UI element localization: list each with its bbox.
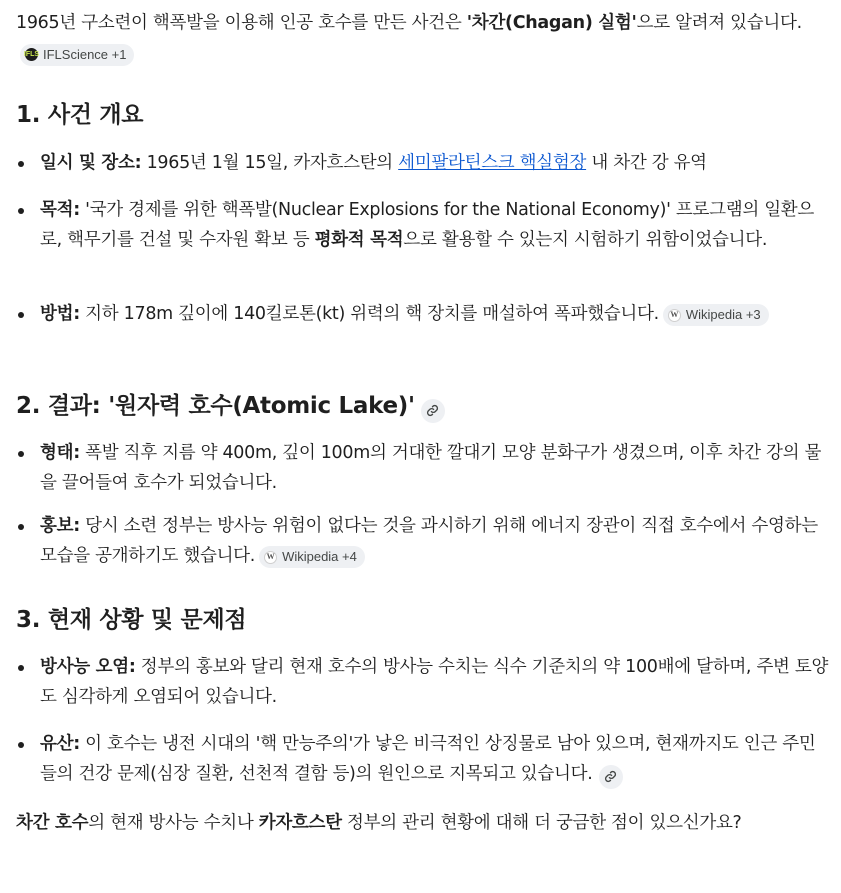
list-item [16,652,831,729]
list-item [16,511,831,571]
item-label: 홍보: [40,516,80,536]
source-chip-ifls[interactable] [20,44,134,66]
item-text: 폭발 직후 지름 약 400m, 깊이 100m의 거대한 깔대기 모양 분화구가 생겼으며, 이후 차간 강의 물을 끌어들여 호수가 되었습니다. [40,443,822,493]
item-label: 방사능 오염: [40,657,136,677]
result-list [16,438,831,571]
intro-text: 1965년 구소련이 핵폭발을 이용해 인공 호수를 만든 사건은 [16,13,467,33]
source-chip-label: Wikipedia +3 [685,307,761,322]
source-chip-wikipedia[interactable] [663,304,769,326]
outro-text-end: 정부의 관리 현황에 대해 더 궁금한 점이 있으신가요? [341,813,742,833]
list-item [16,729,831,789]
link-icon [604,770,617,783]
wikipedia-logo-icon: W [264,551,277,564]
intro-text-end: 으로 알려져 있습니다. [636,13,802,33]
section-heading-overview: 1. 사건 개요 [16,102,144,128]
outro-bold: 차간 호수 [16,813,89,833]
intro-paragraph [16,8,828,68]
source-chip-label: Wikipedia +4 [282,549,357,564]
list-item [16,148,831,195]
outro-text: 의 현재 방사능 수치나 [88,813,259,833]
item-label: 목적: [40,200,80,220]
source-chip-wikipedia[interactable] [259,546,365,568]
item-label: 일시 및 장소: [40,153,142,173]
item-text: 이 호수는 냉전 시대의 '핵 만능주의'가 낳은 비극적인 상징물로 남아 있으며, 현재까지도 인근 주민들의 건강 문제(심장 질환, 선천적 결함 등)의 원인으로 지목되고 있습니다. [40,734,816,784]
status-list [16,652,831,789]
heading-text: 2. 결과: '원자력 호수(Atomic Lake)' [16,393,415,419]
list-item [16,195,831,299]
item-text-end: 내 차간 강 유역 [586,153,707,173]
ifls-logo-icon: IFLS [25,48,38,61]
item-text-end: 으로 활용할 수 있는지 시험하기 위함이었습니다. [403,230,768,250]
item-bold: 평화적 목적 [314,230,404,250]
item-label: 방법: [40,304,80,324]
intro-bold: '차간(Chagan) 실험' [466,13,637,33]
wikipedia-logo-icon: W [668,309,681,322]
item-text: 당시 소련 정부는 방사능 위험이 없다는 것을 과시하기 위해 에너지 장관이 직접 호수에서 수영하는 모습을 공개하기도 했습니다. [40,516,818,566]
test-site-link[interactable]: 세미팔라틴스크 핵실험장 [398,153,587,173]
item-label: 유산: [40,734,80,754]
link-icon-button[interactable] [599,765,623,789]
item-text: 지하 178m 깊이에 140킬로톤(kt) 위력의 핵 장치를 매설하여 폭파했습니다. [79,304,659,324]
item-text: 1965년 1월 15일, 카자흐스탄의 [141,153,399,173]
item-label: 형태: [40,443,80,463]
list-item [16,299,831,329]
item-text: '국가 경제를 위한 핵폭발(Nuclear Explosions for the National Economy)' 프로그램의 일환으로, 핵무기를 건설 및 수자원 확보 등 [40,200,815,250]
source-chip-label: IFLScience +1 [43,46,127,62]
section-heading-result [16,390,445,423]
link-icon-button[interactable] [421,399,445,423]
outro-bold: 카자흐스탄 [258,813,342,833]
link-icon [426,404,439,417]
overview-list [16,148,831,329]
item-text: 정부의 홍보와 달리 현재 호수의 방사능 수치는 식수 기준치의 약 100배에 달하며, 주변 토양도 심각하게 오염되어 있습니다. [40,657,829,707]
section-heading-current-status: 3. 현재 상황 및 문제점 [16,607,247,633]
closing-question [16,808,816,838]
list-item [16,438,831,511]
